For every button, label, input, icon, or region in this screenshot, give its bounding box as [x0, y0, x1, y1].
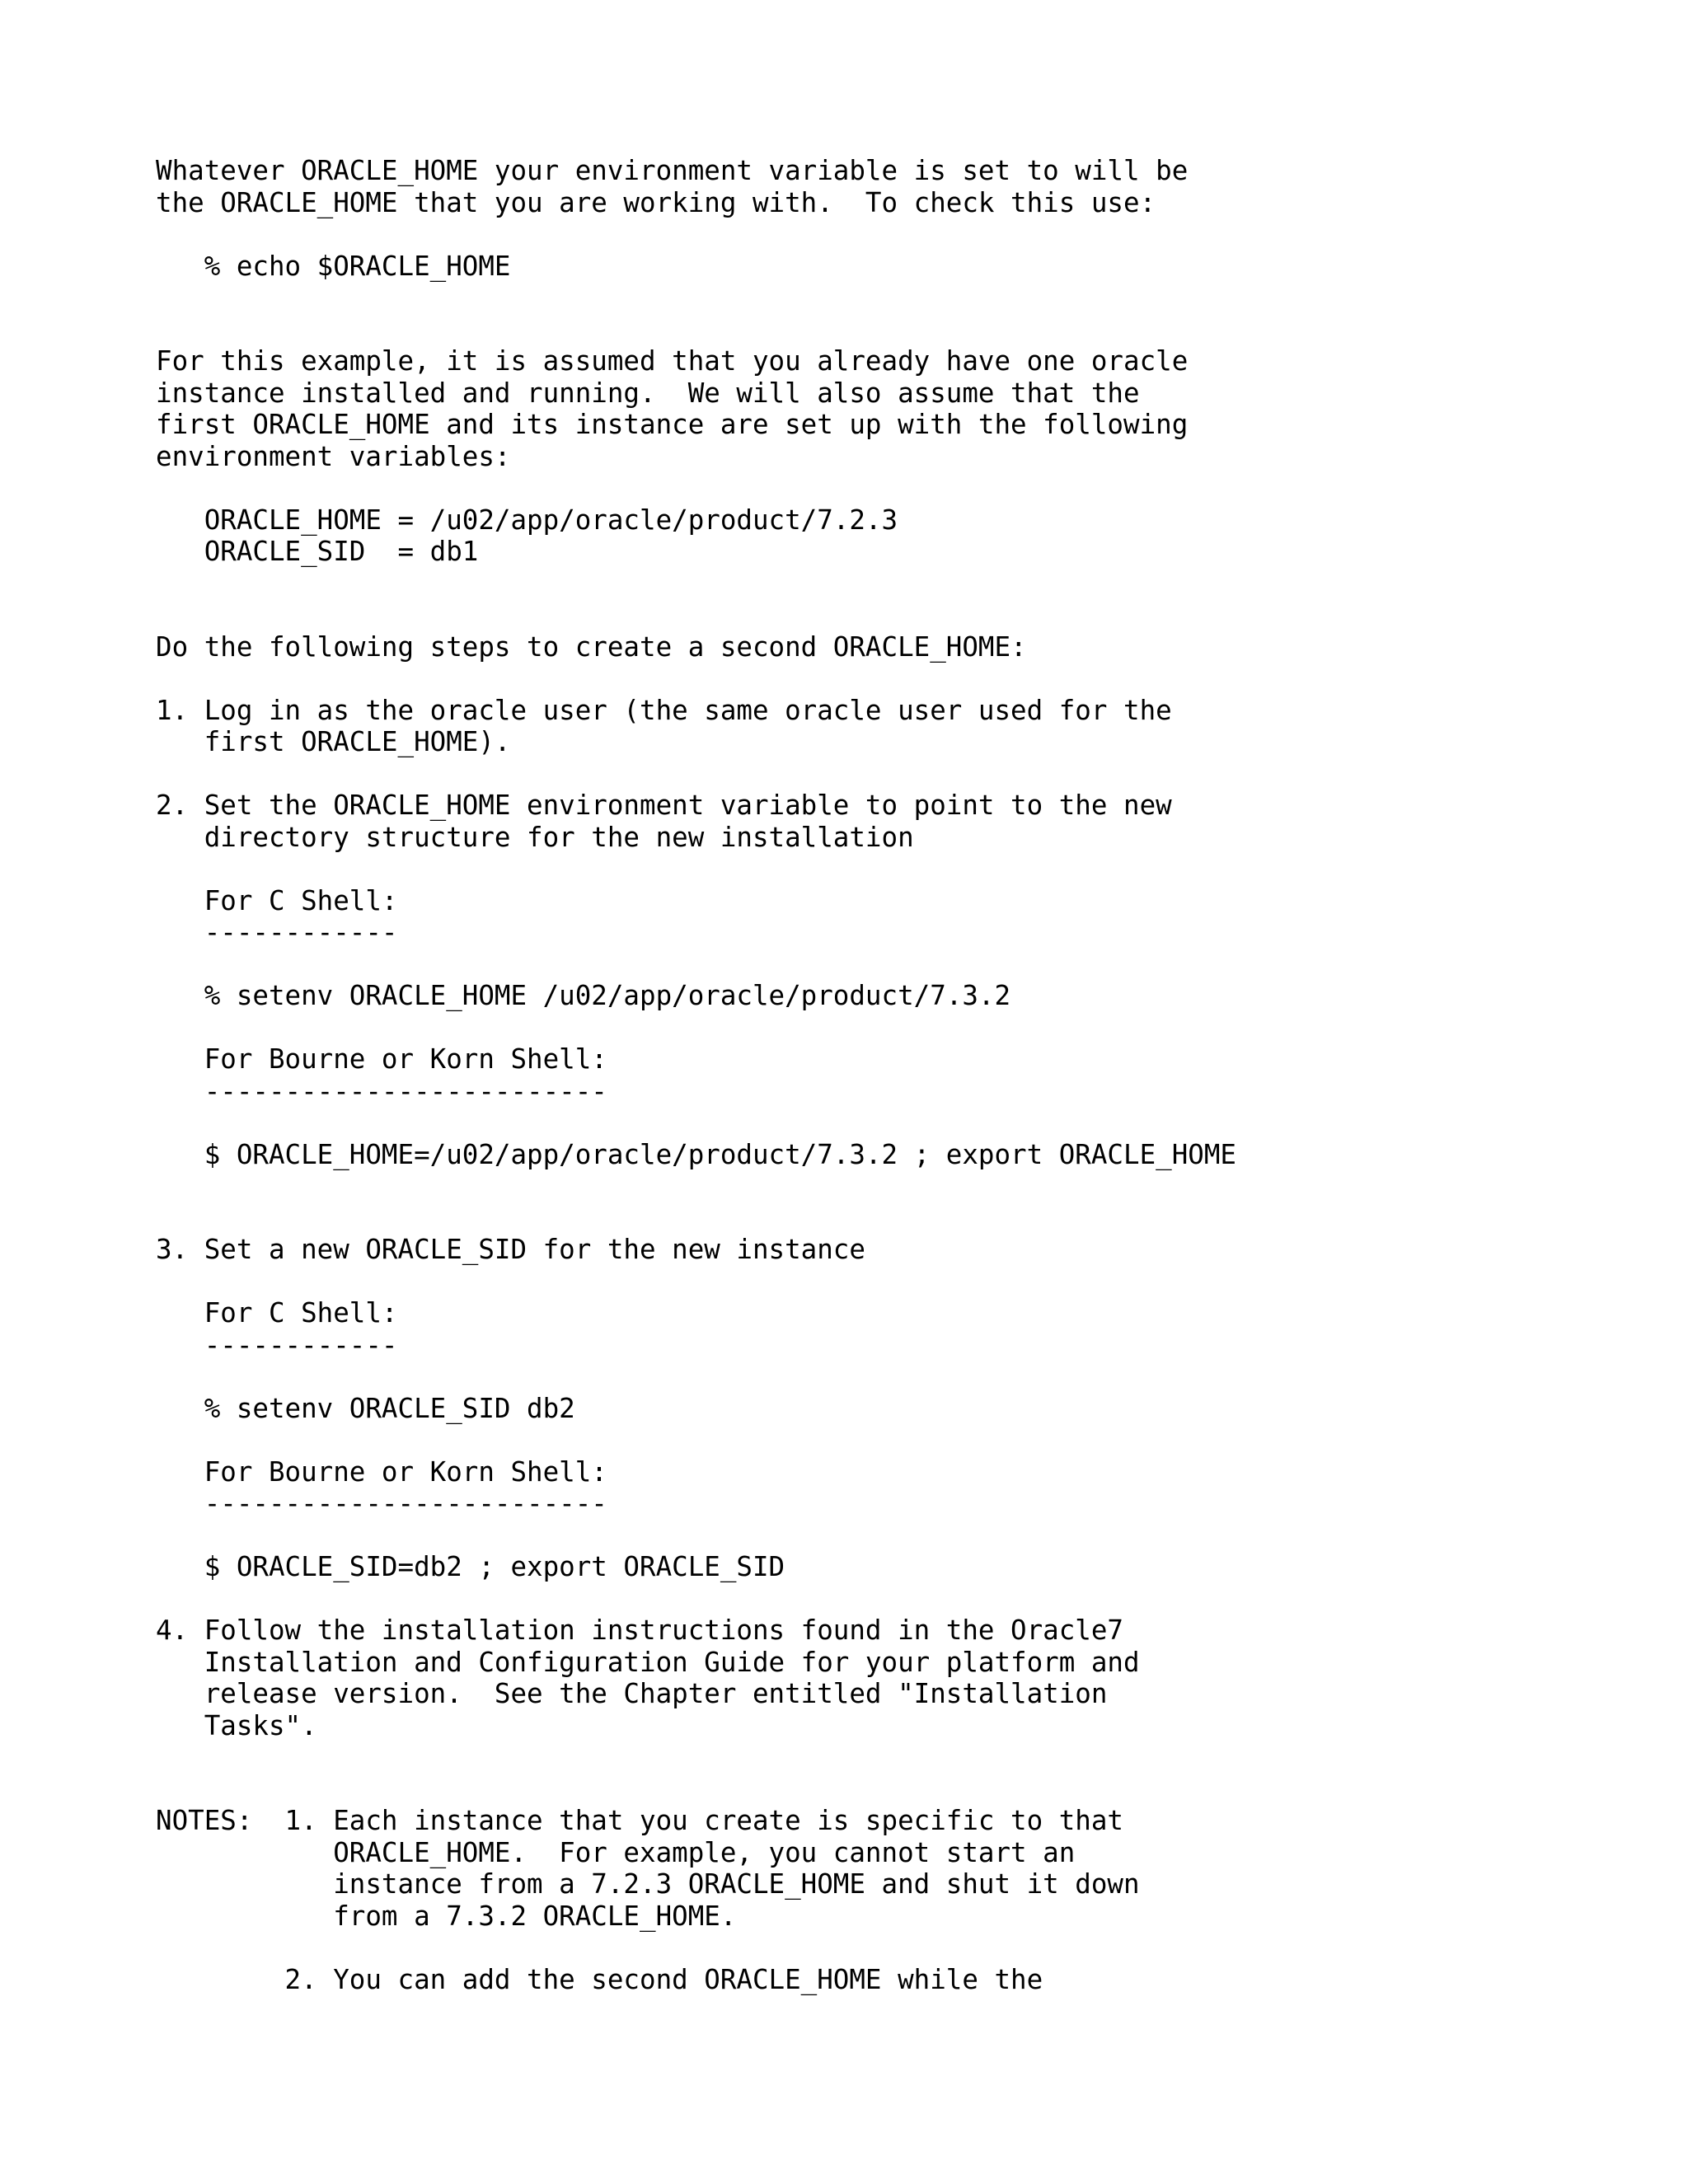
text-line [156, 1424, 1236, 1456]
text-line [156, 599, 1236, 631]
text-line: Do the following steps to create a second ORACLE_HOME: [156, 630, 1027, 663]
text-line [156, 663, 1236, 695]
text-line [156, 1107, 1236, 1139]
text-line [156, 314, 1236, 346]
text-line: from a 7.3.2 ORACLE_HOME. [156, 1900, 737, 1932]
text-line [156, 568, 1236, 600]
text-line: $ ORACLE_HOME=/u02/app/oracle/product/7.3.2 ; export ORACLE_HOME [156, 1138, 1236, 1170]
text-line: 2. Set the ORACLE_HOME environment variable to point to the new [156, 790, 1172, 821]
text-line: ORACLE_HOME = /u02/app/oracle/product/7.2.3 [156, 504, 898, 536]
text-line: % echo $ORACLE_HOME [156, 250, 511, 282]
text-line [156, 1520, 1236, 1552]
text-line [156, 1741, 1236, 1774]
text-line: For Bourne or Korn Shell: [156, 1455, 607, 1488]
text-line: For C Shell: [156, 884, 398, 916]
text-line: release version. See the Chapter entitled "Installation [156, 1678, 1108, 1709]
text-line: ------------ [156, 916, 398, 948]
text-line: 2. You can add the second ORACLE_HOME while the [156, 1963, 1043, 1995]
text-line: ------------------------- [156, 1075, 607, 1107]
text-line [156, 1361, 1236, 1393]
text-line: Installation and Configuration Guide for your platform and [156, 1646, 1140, 1678]
text-line [156, 1170, 1236, 1202]
text-line [156, 853, 1236, 885]
text-line [156, 472, 1236, 504]
text-line: first ORACLE_HOME and its instance are set up with the following [156, 409, 1189, 440]
text-line [156, 949, 1236, 981]
document-text [156, 155, 1236, 1995]
text-line [156, 218, 1236, 251]
text-line: $ ORACLE_SID=db2 ; export ORACLE_SID [156, 1551, 785, 1582]
text-line: ------------------------- [156, 1488, 607, 1519]
text-line: instance installed and running. We will also assume that the [156, 377, 1140, 409]
text-line: Whatever ORACLE_HOME your environment variable is set to will be [156, 155, 1189, 186]
text-line: For this example, it is assumed that you already have one oracle [156, 345, 1189, 377]
text-line: NOTES: 1. Each instance that you create is specific to that [156, 1805, 1123, 1836]
text-line: % setenv ORACLE_HOME /u02/app/oracle/product/7.3.2 [156, 980, 1011, 1011]
text-line: ------------ [156, 1329, 398, 1361]
text-line: 1. Log in as the oracle user (the same oracle user used for the [156, 694, 1172, 726]
text-line [156, 758, 1236, 790]
text-line: ORACLE_SID = db1 [156, 536, 479, 567]
text-line: 3. Set a new ORACLE_SID for the new instance [156, 1234, 865, 1265]
text-line: the ORACLE_HOME that you are working with. To check this use: [156, 186, 1156, 218]
text-line [156, 1012, 1236, 1044]
text-line: 4. Follow the installation instructions found in the Oracle7 [156, 1615, 1123, 1646]
text-line: For Bourne or Korn Shell: [156, 1043, 607, 1075]
text-line: ORACLE_HOME. For example, you cannot start an [156, 1836, 1076, 1868]
text-line: For C Shell: [156, 1297, 398, 1329]
text-line: Tasks". [156, 1709, 317, 1741]
text-line: environment variables: [156, 440, 511, 472]
text-line [156, 1202, 1236, 1235]
text-line: instance from a 7.2.3 ORACLE_HOME and shut it down [156, 1868, 1140, 1900]
text-line [156, 282, 1236, 314]
text-line: % setenv ORACLE_SID db2 [156, 1392, 575, 1424]
text-line: directory structure for the new installation [156, 821, 914, 853]
text-line [156, 1266, 1236, 1298]
text-line [156, 1774, 1236, 1806]
text-line: first ORACLE_HOME). [156, 726, 511, 757]
text-line [156, 1932, 1236, 1964]
text-line [156, 1583, 1236, 1615]
